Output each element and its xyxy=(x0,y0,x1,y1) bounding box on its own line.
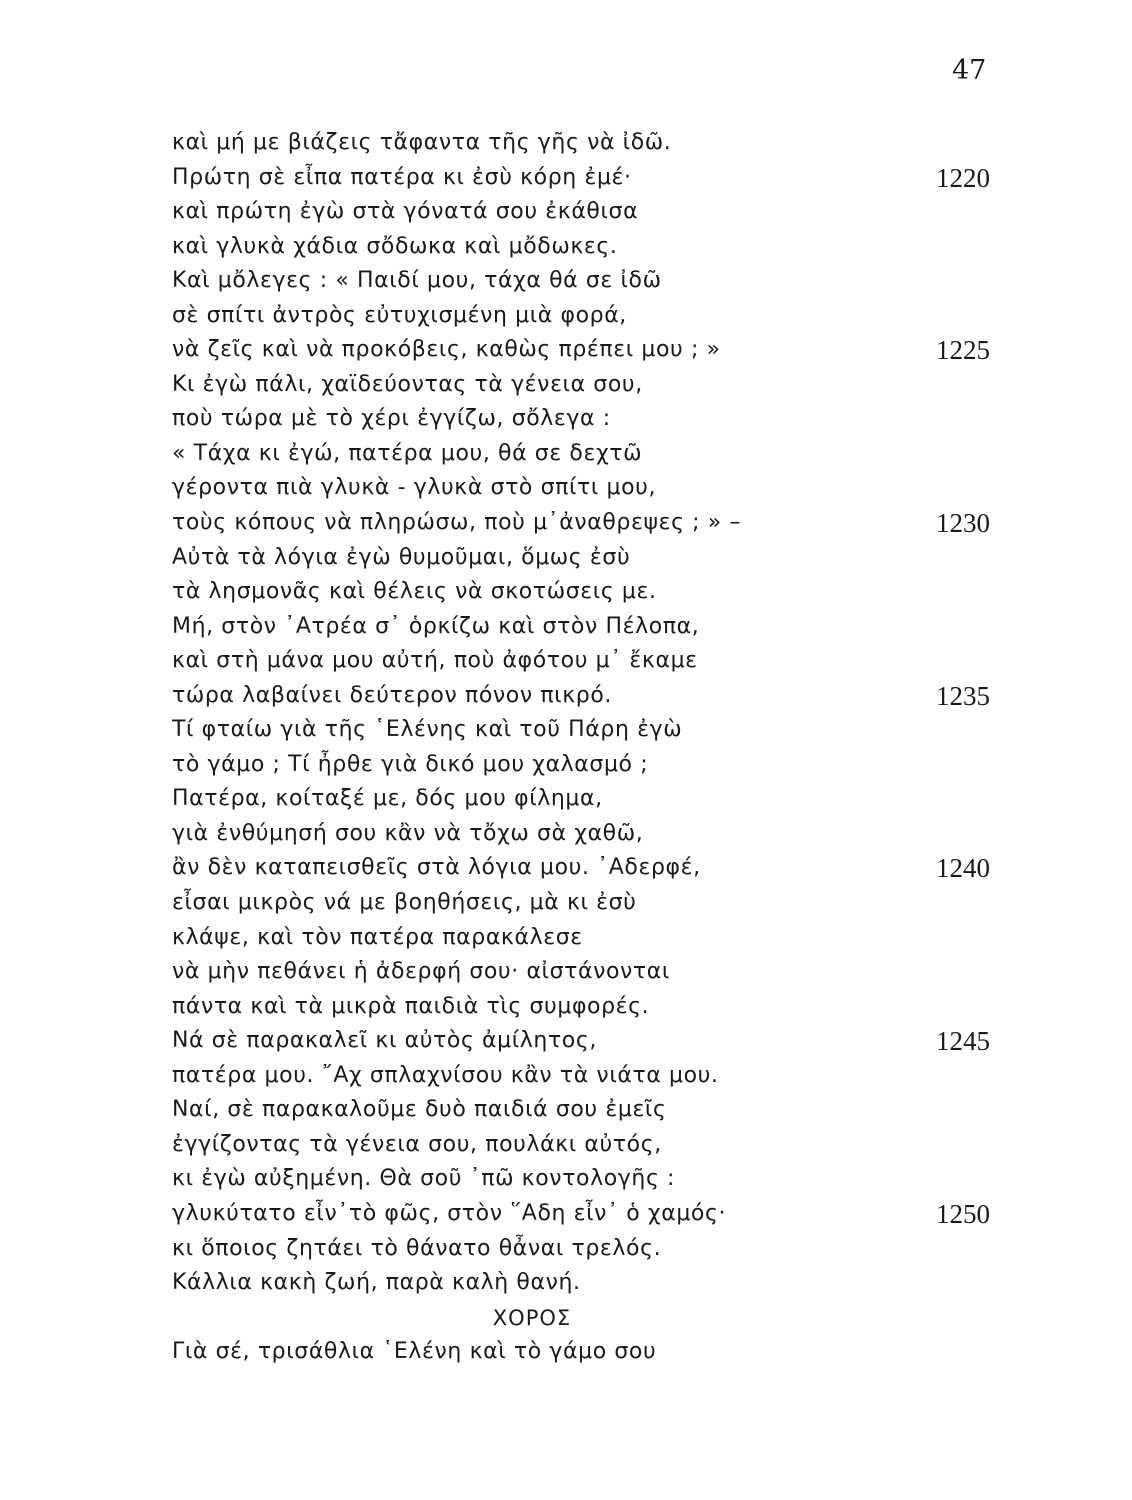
verse-line xyxy=(172,541,1002,576)
verse-text: τώρα λαβαίνει δεύτερον πόνον πικρό. xyxy=(172,682,612,708)
verse-line xyxy=(172,161,1002,196)
verse-text: τοὺς κόπους νὰ πληρώσω, ποὺ μ᾽ἀναθρεψες ; » – xyxy=(172,510,742,536)
verse-line xyxy=(172,402,1002,437)
line-number: 1245 xyxy=(936,1026,990,1057)
verse-text: ποὺ τώρα μὲ τὸ χέρι ἐγγίζω, σὄλεγα : xyxy=(172,406,611,432)
verse-text: Καὶ μὄλεγες : « Παιδί μου, τάχα θά σε ἰδῶ xyxy=(172,268,662,294)
verse-line xyxy=(172,713,1002,748)
verse-text: Αὐτὰ τὰ λόγια ἐγὼ θυμοῦμαι, ὅμως ἐσὺ xyxy=(172,544,631,570)
verse-text: Πρώτη σὲ εἶπα πατέρα κι ἐσὺ κόρη ἐμέ· xyxy=(172,164,632,190)
verse-text: γλυκύτατο εἶν᾽τὸ φῶς, στὸν ῞Αδη εἶν᾽ ὁ χαμός· xyxy=(172,1200,727,1226)
verse-line xyxy=(172,126,1002,161)
speaker-label: ΧΟΡΟΣ xyxy=(492,1305,572,1330)
verse-line xyxy=(172,886,1002,921)
verse-text: « Τάχα κι ἐγώ, πατέρα μου, θά σε δεχτῶ xyxy=(172,440,643,466)
verse-block xyxy=(172,126,1002,1370)
speaker-heading xyxy=(172,1301,892,1336)
verse-text: ἂν δὲν καταπεισθεῖς στὰ λόγια μου. ᾿Αδερφέ, xyxy=(172,855,701,881)
verse-text: πάντα καὶ τὰ μικρὰ παιδιὰ τὶς συμφορές. xyxy=(172,993,650,1019)
verse-line xyxy=(172,333,1002,368)
verse-line xyxy=(172,1162,1002,1197)
verse-text: κι ὅποιος ζητάει τὸ θάνατο θἆναι τρελός. xyxy=(172,1235,662,1261)
verse-line xyxy=(172,264,1002,299)
verse-line xyxy=(172,471,1002,506)
verse-text: καὶ πρώτη ἐγὼ στὰ γόνατά σου ἐκάθισα xyxy=(172,199,639,225)
verse-text: Γιὰ σέ, τρισάθλια ῾Ελένη καὶ τὸ γάμο σου xyxy=(172,1339,657,1365)
chorus-line xyxy=(172,1335,1002,1370)
verse-text: Μή, στὸν ᾿Ατρέα σ᾽ ὁρκίζω καὶ στὸν Πέλοπα, xyxy=(172,613,700,639)
verse-line xyxy=(172,955,1002,990)
verse-line xyxy=(172,748,1002,783)
verse-line xyxy=(172,437,1002,472)
verse-text: Νά σὲ παρακαλεῖ κι αὐτὸς ἀμίλητος, xyxy=(172,1028,597,1054)
verse-line xyxy=(172,817,1002,852)
line-number: 1230 xyxy=(936,508,990,539)
verse-text: καὶ μή με βιάζεις τἄφαντα τῆς γῆς νὰ ἰδῶ. xyxy=(172,130,672,155)
verse-text: καὶ γλυκὰ χάδια σὄδωκα καὶ μὄδωκες. xyxy=(172,233,618,259)
verse-line xyxy=(172,1059,1002,1094)
verse-line xyxy=(172,195,1002,230)
verse-text: τὸ γάμο ; Τί ἦρθε γιὰ δικό μου χαλασμό ; xyxy=(172,751,649,777)
verse-text: Τί φταίω γιὰ τῆς ῾Ελένης καὶ τοῦ Πάρη ἐγὼ xyxy=(172,717,683,743)
verse-text: σὲ σπίτι ἀντρὸς εὐτυχισμένη μιὰ φορά, xyxy=(172,302,627,328)
verse-line xyxy=(172,1197,1002,1232)
verse-text: Ναί, σὲ παρακαλοῦμε δυὸ παιδιά σου ἐμεῖς xyxy=(172,1097,667,1123)
verse-line xyxy=(172,851,1002,886)
verse-text: κι ἐγὼ αὐξημένη. Θὰ σοῦ ᾽πῶ κοντολογῆς : xyxy=(172,1166,676,1192)
verse-line xyxy=(172,782,1002,817)
verse-text: καὶ στὴ μάνα μου αὐτή, ποὺ ἀφότου μ᾽ ἔκαμε xyxy=(172,648,698,674)
line-number: 1225 xyxy=(936,335,990,366)
verse-text: εἶσαι μικρὸς νά με βοηθήσεις, μὰ κι ἐσὺ xyxy=(172,890,637,916)
verse-line xyxy=(172,299,1002,334)
verse-line xyxy=(172,1232,1002,1267)
page-number: 47 xyxy=(952,55,987,86)
verse-line xyxy=(172,644,1002,679)
line-number: 1235 xyxy=(936,680,990,711)
verse-text: πατέρα μου. ῎Αχ σπλαχνίσου κἂν τὰ νιάτα μου. xyxy=(172,1062,719,1088)
verse-line xyxy=(172,610,1002,645)
verse-text: νὰ μὴν πεθάνει ἡ ἀδερφή σου· αἰστάνονται xyxy=(172,959,670,985)
verse-text: Κάλλια κακὴ ζωή, παρὰ καλὴ θανή. xyxy=(172,1270,581,1296)
verse-line xyxy=(172,990,1002,1025)
verse-line xyxy=(172,506,1002,541)
verse-text: τὰ λησμονᾶς καὶ θέλεις νὰ σκοτώσεις με. xyxy=(172,579,657,605)
verse-line xyxy=(172,921,1002,956)
verse-text: νὰ ζεῖς καὶ νὰ προκόβεις, καθὼς πρέπει μου ; » xyxy=(172,337,721,363)
line-number: 1220 xyxy=(936,162,990,193)
verse-line xyxy=(172,230,1002,265)
verse-line xyxy=(172,1128,1002,1163)
verse-line xyxy=(172,1093,1002,1128)
line-number: 1240 xyxy=(936,853,990,884)
verse-line xyxy=(172,679,1002,714)
verse-text: ἐγγίζοντας τὰ γένεια σου, πουλάκι αὐτός, xyxy=(172,1131,662,1157)
verse-text: Κι ἐγὼ πάλι, χαϊδεύοντας τὰ γένεια σου, xyxy=(172,371,643,397)
verse-line xyxy=(172,575,1002,610)
line-number: 1250 xyxy=(936,1198,990,1229)
verse-text: Πατέρα, κοίταξέ με, δός μου φίλημα, xyxy=(172,786,603,812)
verse-line xyxy=(172,368,1002,403)
verse-line xyxy=(172,1266,1002,1301)
verse-line xyxy=(172,1024,1002,1059)
verse-text: γιὰ ἐνθύμησή σου κἂν νὰ τὄχω σὰ χαθῶ, xyxy=(172,820,644,846)
verse-text: κλάψε, καὶ τὸν πατέρα παρακάλεσε xyxy=(172,924,583,950)
verse-text: γέροντα πιὰ γλυκὰ - γλυκὰ στὸ σπίτι μου, xyxy=(172,475,657,501)
